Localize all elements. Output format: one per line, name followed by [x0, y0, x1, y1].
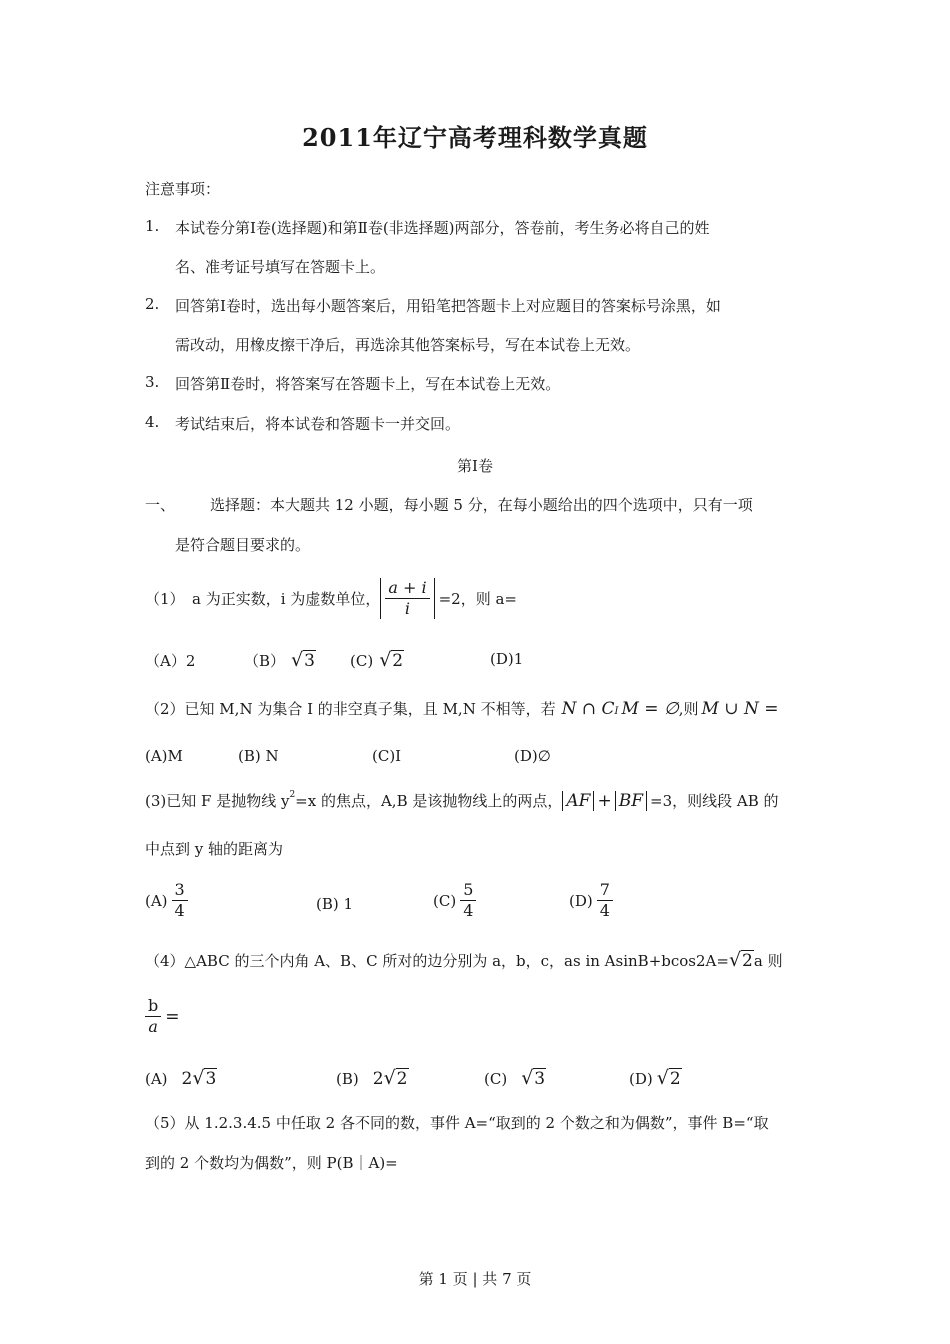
page-footer: 第 1 页 | 共 7 页 [418, 1270, 532, 1288]
option-b: (B) N [238, 747, 279, 765]
question-4 [145, 950, 783, 971]
fraction-denominator: 4 [463, 901, 474, 920]
note-text: 回答第Ⅰ卷时，选出每小题答案后，用铅笔把答题卡上对应题目的答案标号涂黑，如 [175, 297, 721, 315]
option-c: (C)I [372, 747, 402, 765]
option-a [145, 880, 188, 921]
note-text: 本试卷分第Ⅰ卷(选择题)和第Ⅱ卷(非选择题)两部分，答卷前，考生务必将自己的姓 [175, 219, 710, 237]
fraction [385, 578, 429, 619]
sqrt-argument: 2 [392, 651, 404, 671]
question-text: (3)已知 F 是抛物线 y [145, 792, 290, 810]
plus-sign: + [597, 790, 612, 811]
fraction-numerator: a + i [385, 578, 429, 599]
note-number: 1. [145, 217, 160, 235]
option-b [244, 650, 316, 671]
option-d: (D)1 [490, 650, 524, 668]
sqrt-expression: √ 3 [192, 1067, 217, 1089]
option-a: （A）2 [145, 652, 196, 670]
absolute-value [380, 578, 434, 619]
option-label: (D) [569, 891, 593, 910]
set-expression: M ∪ N = [701, 699, 779, 719]
equals-value: =2 [438, 589, 461, 608]
question-4-fraction [145, 996, 180, 1037]
page-title: 2011年辽宁高考理科数学真题 [302, 123, 648, 152]
option-a: (A)M [145, 747, 183, 765]
question-5-continued: 到的 2 个数均为偶数”，则 P(B｜A)= [145, 1154, 398, 1172]
part-instructions: 是符合题目要求的。 [175, 536, 311, 554]
question-text: （1） a 为正实数，i 为虚数单位， [145, 590, 381, 608]
option-label: (D) [629, 1069, 653, 1088]
fraction-denominator: i [404, 599, 410, 618]
note-number: 2. [145, 295, 160, 313]
sqrt-expression: √ 3 [291, 649, 315, 671]
note-text: 需改动，用橡皮擦干净后，再选涂其他答案标号，写在本试卷上无效。 [175, 336, 641, 354]
absolute-value-bf: BF [615, 791, 647, 811]
fraction [460, 880, 476, 921]
option-d: (D)∅ [514, 747, 551, 765]
sqrt-expression: √ 2 [379, 649, 404, 671]
question-1 [145, 578, 517, 619]
question-3 [145, 790, 779, 811]
equals-sign: = [165, 1006, 180, 1027]
option-label: (C) [484, 1069, 508, 1088]
question-text: ,则 [678, 700, 699, 718]
question-text: 中点到 y 轴的距离为 [145, 840, 284, 858]
option-label: （B） [244, 652, 286, 670]
set-expression-subscript: I [614, 706, 619, 717]
sqrt-expression: √ 2 [728, 949, 753, 971]
fraction-denominator: a [148, 1017, 158, 1036]
option-c [350, 650, 404, 671]
option-b [336, 1068, 409, 1089]
question-text: ，则 a= [460, 590, 517, 608]
option-b: (B) 1 [316, 895, 354, 913]
fraction [145, 996, 161, 1037]
fraction-numerator: b [145, 996, 161, 1017]
note-text: 名、准考证号填写在答题卡上。 [175, 258, 386, 276]
question-text: ，则线段 AB 的 [672, 792, 779, 810]
sqrt-expression: √ 2 [383, 1067, 408, 1089]
sqrt-expression: √ 3 [521, 1067, 546, 1089]
option-c [484, 1068, 546, 1089]
part-number: 一、 [145, 496, 176, 514]
note-text: 考试结束后，将本试卷和答题卡一并交回。 [175, 415, 461, 433]
equals-value: =3 [650, 791, 673, 810]
sqrt-argument: 2 [742, 951, 753, 971]
fraction [172, 880, 188, 921]
fraction-denominator: 4 [174, 901, 185, 920]
part-instructions: 选择题：本大题共 12 小题，每小题 5 分，在每小题给出的四个选项中，只有一项 [210, 496, 753, 514]
note-text: 回答第Ⅱ卷时，将答案写在答题卡上，写在本试卷上无效。 [175, 375, 561, 393]
section-heading: 第Ⅰ卷 [457, 457, 493, 475]
option-label: (C) [350, 651, 374, 670]
fraction-numerator: 3 [172, 880, 188, 901]
fraction-numerator: 5 [460, 880, 476, 901]
coefficient: 2 [372, 1068, 384, 1089]
sqrt-argument: 2 [669, 1069, 681, 1089]
coefficient: 2 [181, 1068, 193, 1089]
option-d [569, 880, 613, 921]
sqrt-argument: 3 [205, 1069, 217, 1089]
question-2 [145, 698, 779, 719]
set-expression: N ∩ C [561, 699, 615, 719]
question-text: （4）△ABC 的三个内角 A、B、C 所对的边分别为 a，b，c，as in AsinB+bcos2A= [145, 952, 729, 970]
notes-heading: 注意事项： [145, 180, 221, 198]
note-number: 3. [145, 373, 160, 391]
option-c [433, 880, 476, 921]
sqrt-argument: 3 [304, 651, 315, 671]
set-expression: M = ∅ [621, 699, 679, 719]
option-d [629, 1068, 682, 1089]
question-text: a 则 [753, 952, 783, 970]
sqrt-expression: √ 2 [656, 1067, 681, 1089]
fraction [597, 880, 613, 921]
superscript: 2 [289, 789, 296, 800]
option-label: (A) [145, 1069, 168, 1088]
option-a [145, 1068, 217, 1089]
question-text: （2）已知 M,N 为集合 I 的非空真子集，且 M,N 不相等，若 [145, 700, 556, 718]
fraction-denominator: 4 [599, 901, 610, 920]
sqrt-argument: 3 [534, 1069, 546, 1089]
note-number: 4. [145, 413, 160, 431]
question-text: =x 的焦点，A,B 是该抛物线上的两点， [295, 792, 563, 810]
sqrt-argument: 2 [396, 1069, 408, 1089]
question-5: （5）从 1.2.3.4.5 中任取 2 各不同的数，事件 A=“取到的 2 个数之和为偶数”，事件 B=“取 [145, 1114, 769, 1132]
fraction-numerator: 7 [597, 880, 613, 901]
absolute-value-af: AF [562, 791, 594, 811]
option-label: (C) [433, 891, 457, 910]
option-label: (B) [336, 1069, 359, 1088]
option-label: (A) [145, 891, 168, 910]
